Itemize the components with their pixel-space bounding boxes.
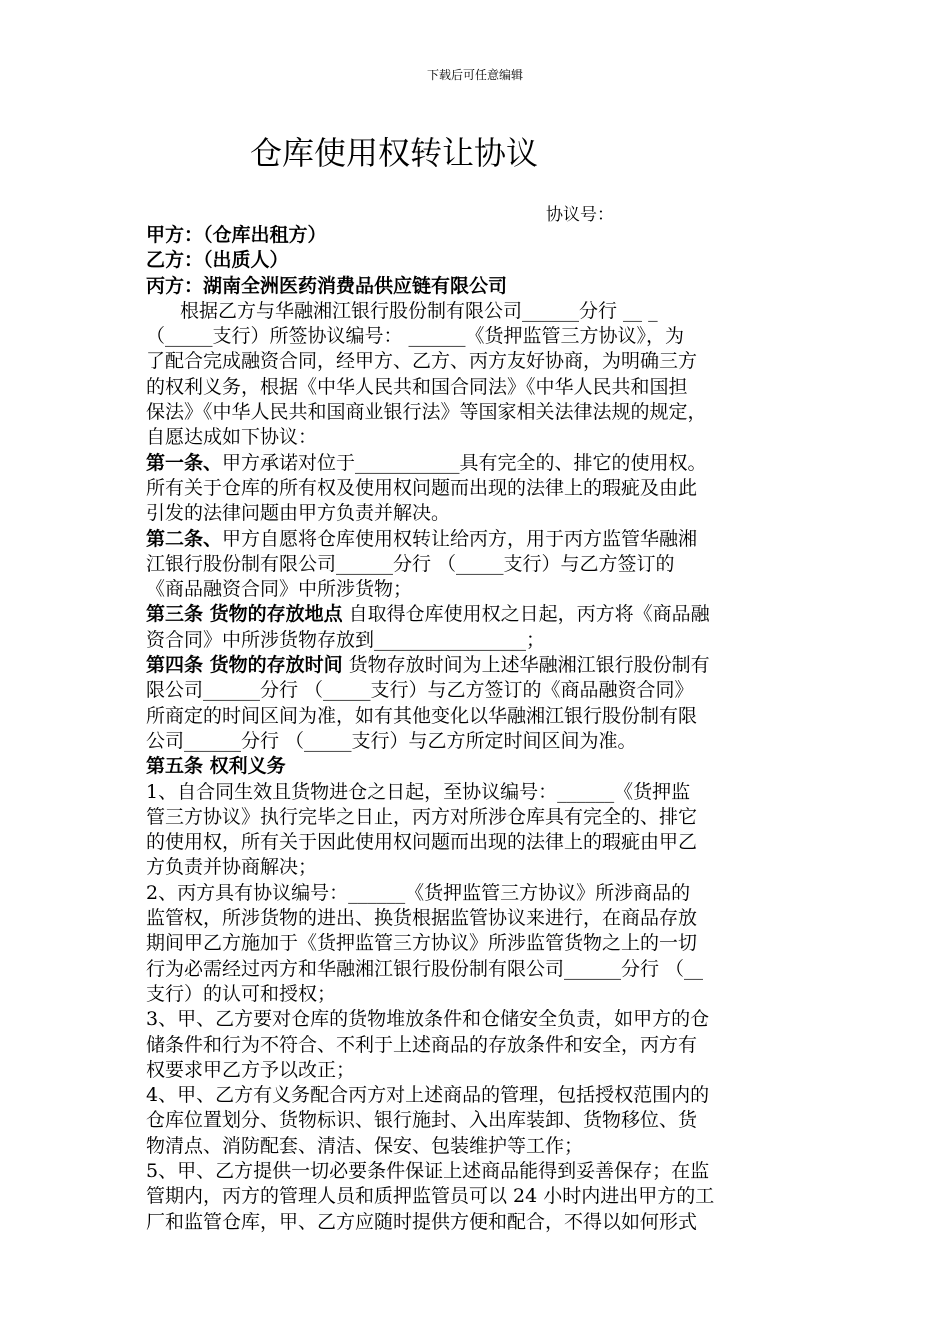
line-text: 了配合完成融资合同，经甲方、乙方、丙方友好协商，为明确三方: [146, 350, 698, 373]
text-line: [146, 1007, 810, 1032]
line-text: 2、丙方具有协议编号：______《货押监管三方协议》所涉商品的: [146, 881, 691, 904]
line-text: 根据乙方与华融湘江银行股份制有限公司______分行 __ _: [180, 299, 658, 322]
text-line: [146, 324, 810, 349]
clause-heading: 第三条 货物的存放地点: [146, 603, 343, 626]
line-text: 的使用权，所有关于因此使用权问题而出现的法律上的瑕疵由甲乙: [146, 831, 698, 854]
line-text: 管三方协议》执行完毕之日止，丙方对所涉仓库具有完全的、排它: [146, 805, 698, 828]
clause-heading: 第四条 货物的存放时间: [146, 654, 343, 677]
line-text: 3、甲、乙方要对仓库的货物堆放条件和仓储安全负责，如甲方的仓: [146, 1008, 710, 1031]
line-text: 管期内，丙方的管理人员和质押监管员可以 24 小时内进出甲方的工: [146, 1185, 715, 1208]
text-line: [146, 906, 810, 931]
text-line: [146, 425, 810, 450]
text-line: [146, 501, 810, 526]
text-line: [146, 931, 810, 956]
text-line: [146, 1033, 810, 1058]
text-line: [146, 855, 810, 880]
line-text: 甲方自愿将仓库使用权转让给丙方，用于丙方监管华融湘: [222, 527, 698, 550]
line-text: 监管权，所涉货物的进出、换货根据监管协议来进行，在商品存放: [146, 907, 698, 930]
line-text: 甲方：（仓库出租方）: [146, 224, 327, 246]
text-line: [146, 375, 810, 400]
text-line: [146, 780, 810, 805]
line-text: 厂和监管仓库，甲、乙方应随时提供方便和配合，不得以如何形式: [146, 1210, 698, 1233]
header-note: 下载后可任意编辑: [426, 68, 523, 82]
text-line: [146, 1210, 810, 1235]
text-line: [146, 451, 810, 476]
line-text: 期间甲乙方施加于《货押监管三方协议》所涉监管货物之上的一切: [146, 932, 698, 955]
line-text: 支行）的认可和授权；: [146, 982, 337, 1005]
line-text: 的权利义务，根据《中华人民共和国合同法》《中华人民共和国担: [146, 375, 688, 398]
text-line: [146, 476, 810, 501]
text-line: [146, 628, 810, 653]
text-line: [146, 1083, 810, 1108]
clause-heading: 第一条、: [146, 451, 223, 474]
text-line: [146, 1159, 810, 1184]
text-line: [146, 349, 810, 374]
text-line: [146, 223, 810, 248]
text-line: [146, 805, 810, 830]
line-text: 4、甲、乙方有义务配合丙方对上述商品的管理，包括授权范围内的: [146, 1084, 710, 1107]
line-text: 仓库位置划分、货物标识、银行施封、入出库装卸、货物移位、货: [146, 1109, 698, 1132]
text-line: [146, 1134, 810, 1159]
line-text: 资合同》中所涉货物存放到________________；: [146, 628, 546, 651]
text-line: [146, 274, 810, 299]
line-text: 物清点、消防配套、清洁、保安、包装维护等工作；: [146, 1134, 584, 1157]
text-line: [146, 678, 810, 703]
text-line: [146, 299, 810, 324]
agreement-number-label: 协议号：: [546, 205, 614, 225]
text-line: [146, 248, 810, 273]
line-text: 《商品融资合同》中所涉货物；: [146, 578, 413, 601]
line-text: 公司______分行 （_____支行）与乙方所定时间区间为准。: [146, 729, 637, 752]
text-line: [146, 704, 810, 729]
line-text: 第五条 权利义务: [146, 755, 286, 778]
line-text: 行为必需经过丙方和华融湘江银行股份制有限公司______分行 （__: [146, 957, 704, 980]
text-line: [146, 1058, 810, 1083]
text-line: [146, 1108, 810, 1133]
agreement-body: [146, 223, 810, 1235]
line-text: 权要求甲乙方予以改正；: [146, 1058, 356, 1081]
line-text: 货物存放时间为上述华融湘江银行股份制有: [342, 654, 710, 677]
text-line: [146, 957, 810, 982]
line-text: 自取得仓库使用权之日起，丙方将《商品融: [342, 603, 710, 626]
line-text: 5、甲、乙方提供一切必要条件保证上述商品能得到妥善保存；在监: [146, 1159, 710, 1182]
line-text: （_____支行）所签协议编号： ______《货押监管三方协议》，为: [146, 325, 685, 348]
text-line: [146, 830, 810, 855]
text-line: [146, 653, 810, 678]
line-text: 自愿达成如下协议：: [146, 426, 318, 449]
text-line: [146, 602, 810, 627]
text-line: [146, 577, 810, 602]
line-text: 保法》《中华人民共和国商业银行法》等国家相关法律法规的规定，: [146, 401, 707, 424]
line-text: 甲方承诺对位于___________具有完全的、排它的使用权。: [222, 451, 707, 474]
text-line: [146, 982, 810, 1007]
line-text: 江银行股份制有限公司______分行 （_____支行）与乙方签订的: [146, 552, 675, 575]
document-title: 仓库使用权转让协议: [250, 134, 539, 172]
line-text: 乙方：（出质人）: [146, 249, 289, 272]
text-line: [146, 754, 810, 779]
text-line: [146, 881, 810, 906]
clause-heading: 第二条、: [146, 527, 223, 550]
text-line: [146, 400, 810, 425]
line-text: 储条件和行为不符合、不利于上述商品的存放条件和安全，丙方有: [146, 1033, 698, 1056]
text-line: [146, 552, 810, 577]
text-line: [146, 729, 810, 754]
line-text: 限公司______分行 （_____支行）与乙方签订的《商品融资合同》: [146, 679, 694, 702]
line-text: 所商定的时间区间为准，如有其他变化以华融湘江银行股份制有限: [146, 704, 698, 727]
text-line: [146, 1184, 810, 1209]
line-text: 所有关于仓库的所有权及使用权问题而出现的法律上的瑕疵及由此: [146, 476, 698, 499]
line-text: 方负责并协商解决；: [146, 856, 318, 879]
text-line: [146, 527, 810, 552]
line-text: 1、自合同生效且货物进仓之日起，至协议编号：______《货押监: [146, 780, 691, 803]
line-text: 丙方：湖南全洲医药消费品供应链有限公司: [146, 274, 508, 297]
line-text: 引发的法律问题由甲方负责并解决。: [146, 502, 451, 525]
